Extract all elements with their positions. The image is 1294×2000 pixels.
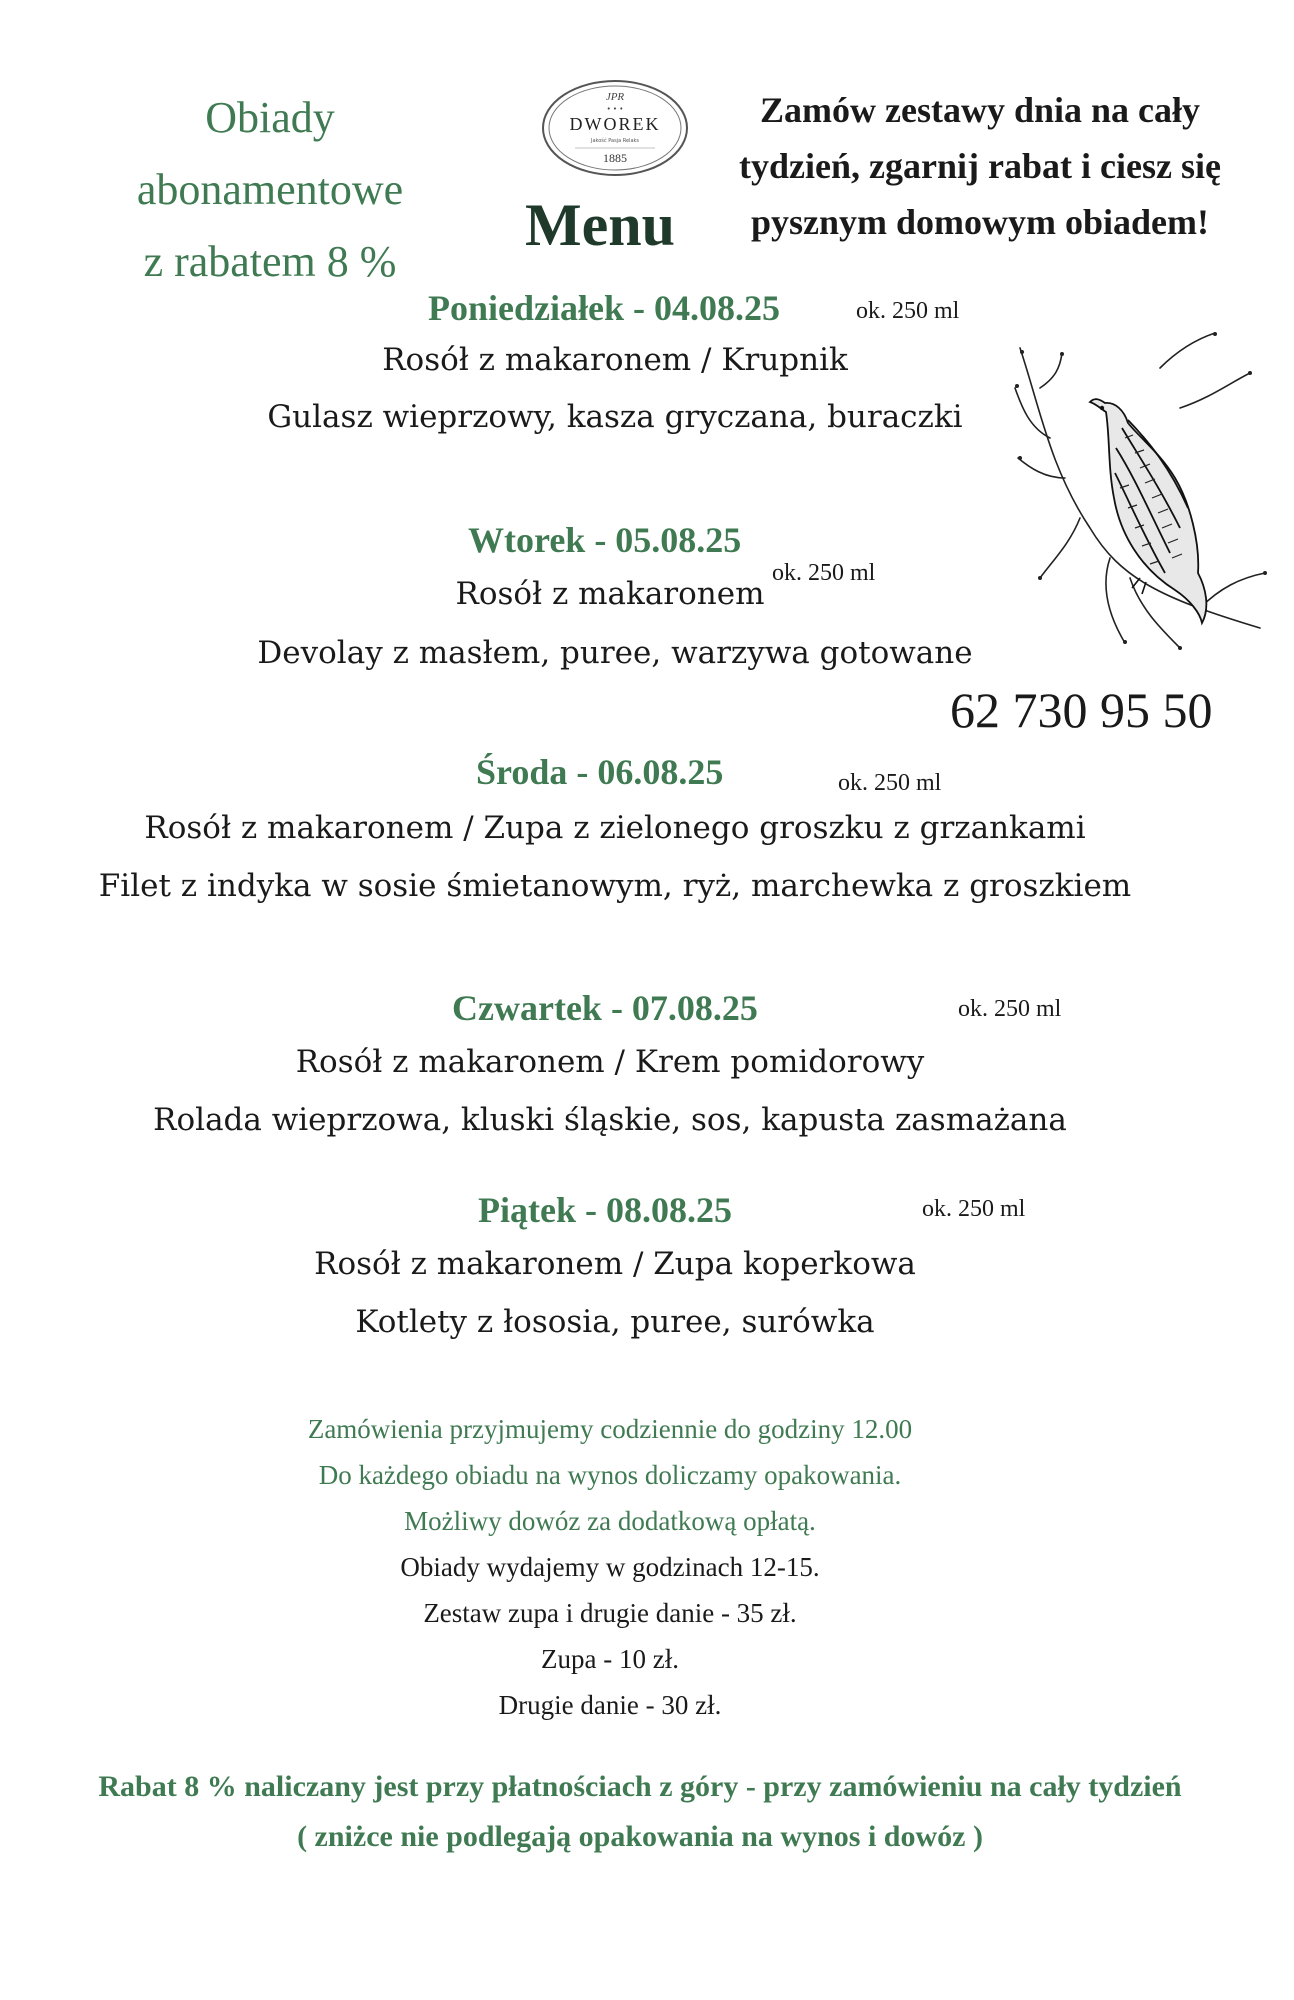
soup-line: Rosół z makaronem / Zupa z zielonego groszku z grzankami (144, 810, 1086, 846)
main-course-line: Gulasz wieprzowy, kasza gryczana, buraczki (267, 399, 963, 435)
subscription-promo (70, 82, 470, 298)
order-deadline-note: Zamówienia przyjmujemy codziennie do godziny 12.00 (307, 1414, 913, 1444)
promo-line: tydzień, zgarnij rabat i ciesz się (739, 146, 1221, 186)
logo-tagline: Jakość Pasja Relaks (590, 138, 640, 144)
soup-line: Rosół z makaronem / Krupnik (382, 342, 848, 378)
phone-number: 62 730 95 50 (950, 682, 1213, 738)
logo-top-text: JPR (605, 91, 625, 103)
promo-line: pysznym domowym obiadem! (750, 202, 1209, 242)
portion-size: ok. 250 ml (856, 298, 960, 324)
day-title-wednesday: Środa - 06.08.25 (476, 752, 724, 792)
logo-year: 1885 (603, 151, 627, 165)
delivery-note: Możliwy dowóz za dodatkową opłatą. (404, 1506, 816, 1536)
portion-size: ok. 250 ml (922, 1196, 1026, 1222)
price-set: Zestaw zupa i drugie danie - 35 zł. (423, 1598, 797, 1628)
portion-size: ok. 250 ml (958, 996, 1062, 1022)
day-title-thursday: Czwartek - 07.08.25 (452, 988, 758, 1028)
soup-line: Rosół z makaronem / Krem pomidorowy (295, 1044, 925, 1080)
promo-line: Zamów zestawy dnia na cały (760, 90, 1200, 130)
discount-exclusions: ( zniżce nie podlegają opakowania na wynos i dowóz ) (297, 1820, 983, 1853)
svg-text:• • •: • • • (606, 105, 624, 113)
packaging-note: Do każdego obiadu na wynos doliczamy opakowania. (318, 1460, 902, 1490)
logo-name: DWOREK (569, 114, 661, 134)
main-course-line: Devolay z masłem, puree, warzywa gotowane (257, 635, 973, 671)
discount-terms: Rabat 8 % naliczany jest przy płatnościach z góry - przy zamówieniu na cały tydzień (98, 1770, 1182, 1803)
price-main-course: Drugie danie - 30 zł. (498, 1690, 722, 1720)
promo-line: abonamentowe (136, 165, 404, 214)
soup-line: Rosół z makaronem / Zupa koperkowa (314, 1246, 916, 1282)
main-course-line: Kotlety z łososia, puree, surówka (355, 1304, 875, 1340)
promo-line: Obiady (205, 93, 335, 142)
dworek-logo-icon (540, 78, 690, 178)
day-title-tuesday: Wtorek - 05.08.25 (468, 520, 742, 560)
promo-line: z rabatem 8 % (143, 237, 397, 286)
main-course-line: Filet z indyka w sosie śmietanowym, ryż, marchewka z groszkiem (98, 868, 1132, 904)
main-course-line: Rolada wieprzowa, kluski śląskie, sos, kapusta zasmażana (153, 1102, 1067, 1138)
menu-title: Menu (525, 192, 675, 258)
weekly-order-promo (720, 82, 1240, 250)
day-title-monday: Poniedziałek - 04.08.25 (428, 288, 780, 328)
grouse-on-branch-icon (1010, 328, 1270, 658)
portion-size: ok. 250 ml (772, 560, 876, 586)
day-title-friday: Piątek - 08.08.25 (478, 1190, 732, 1230)
price-soup: Zupa - 10 zł. (541, 1644, 679, 1674)
portion-size: ok. 250 ml (838, 770, 942, 796)
serving-hours: Obiady wydajemy w godzinach 12-15. (400, 1552, 820, 1582)
soup-line: Rosół z makaronem (455, 576, 765, 612)
